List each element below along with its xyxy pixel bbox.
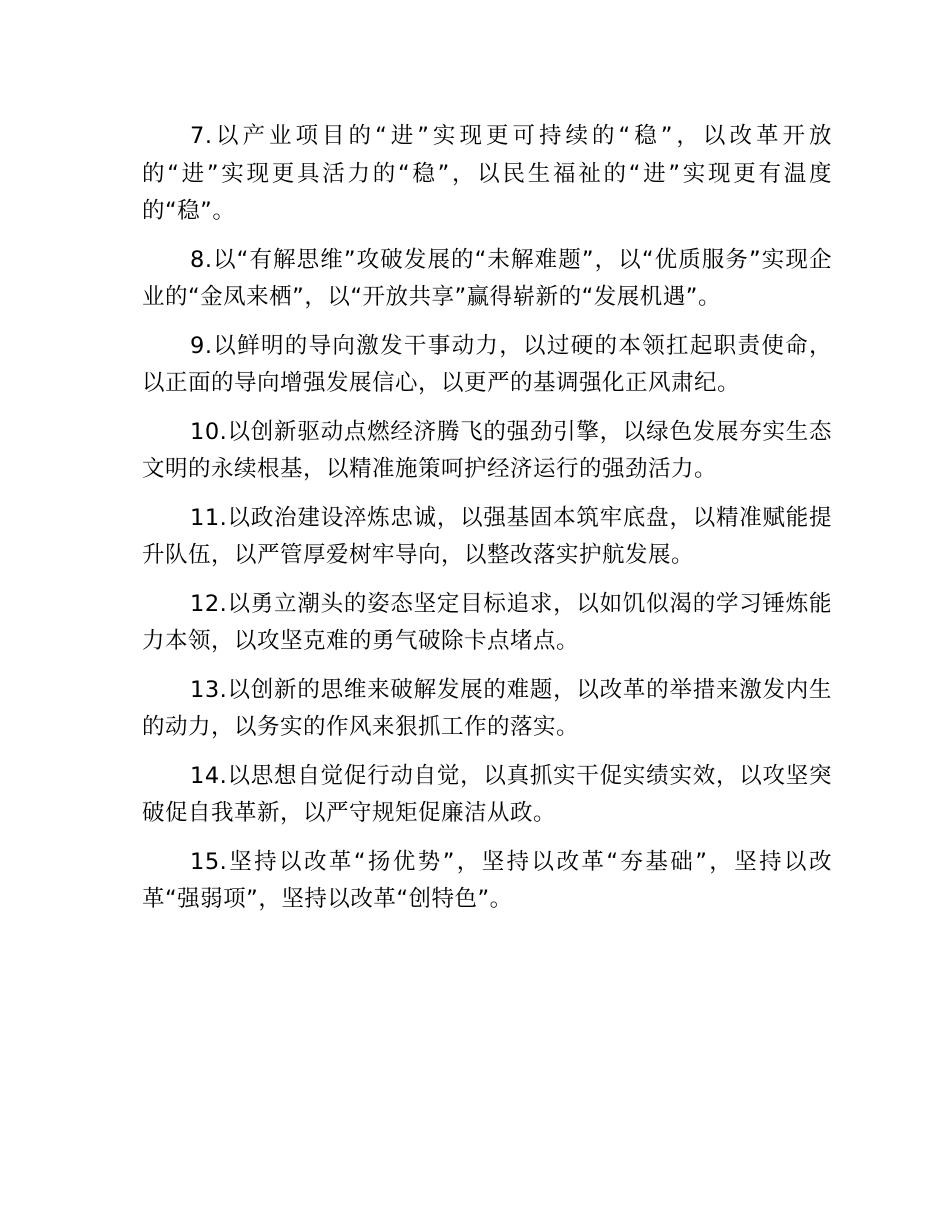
paragraph-9: 9.以鲜明的导向激发干事动力，以过硬的本领扛起职责使命，以正面的导向增强发展信心，以更严的基调强化正风肃纪。 xyxy=(142,332,832,396)
paragraph-12: 12.以勇立潮头的姿态坚定目标追求，以如饥似渴的学习锤炼能力本领，以攻坚克难的勇气破除卡点堵点。 xyxy=(142,590,832,654)
paragraph-11: 11.以政治建设淬炼忠诚，以强基固本筑牢底盘，以精准赋能提升队伍，以严管厚爱树牢导向，以整改落实护航发展。 xyxy=(142,504,832,568)
paragraph-10: 10.以创新驱动点燃经济腾飞的强劲引擎，以绿色发展夯实生态文明的永续根基，以精准施策呵护经济运行的强劲活力。 xyxy=(142,418,832,482)
paragraph-15: 15.坚持以改革“扬优势”，坚持以改革“夯基础”，坚持以改革“强弱项”，坚持以改革“创特色”。 xyxy=(142,848,832,912)
paragraph-8: 8.以“有解思维”攻破发展的“未解难题”，以“优质服务”实现企业的“金凤来栖”，以“开放共享”赢得崭新的“发展机遇”。 xyxy=(142,246,832,310)
paragraph-7: 7.以产业项目的“进”实现更可持续的“稳”，以改革开放的“进”实现更具活力的“稳”，以民生福祉的“进”实现更有温度的“稳”。 xyxy=(142,123,832,224)
paragraph-14: 14.以思想自觉促行动自觉，以真抓实干促实绩实效，以攻坚突破促自我革新，以严守规矩促廉洁从政。 xyxy=(142,762,832,826)
document-page xyxy=(142,118,832,930)
paragraph-13: 13.以创新的思维来破解发展的难题，以改革的举措来激发内生的动力，以务实的作风来狠抓工作的落实。 xyxy=(142,676,832,740)
